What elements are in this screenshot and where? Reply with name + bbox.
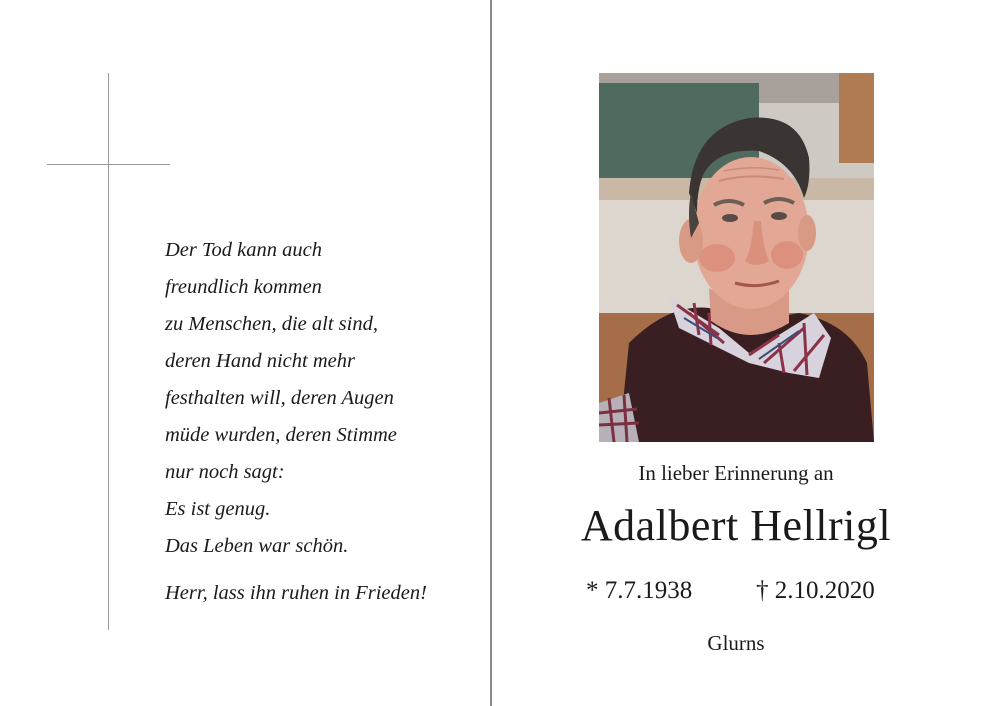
poem-line: nur noch sagt: xyxy=(165,461,285,483)
prayer-text: Herr, lass ihn ruhen in Frieden! xyxy=(165,582,427,604)
poem-line: Das Leben war schön. xyxy=(165,535,349,557)
poem-line: deren Hand nicht mehr xyxy=(165,350,355,372)
poem-line: freundlich kommen xyxy=(165,276,322,298)
cross-horizontal-beam xyxy=(47,164,170,165)
death-date: † 2.10.2020 xyxy=(756,577,875,604)
poem-line: festhalten will, deren Augen xyxy=(165,387,394,409)
place-name: Glurns xyxy=(707,631,765,655)
poem-line: zu Menschen, die alt sind, xyxy=(165,313,378,335)
cross-vertical-beam xyxy=(108,73,109,630)
birth-date: * 7.7.1938 xyxy=(586,577,693,604)
portrait-photo xyxy=(599,73,874,442)
poem xyxy=(165,232,475,565)
life-dates xyxy=(560,574,912,608)
card-fold-line xyxy=(490,0,492,706)
deceased-name: Adalbert Hellrigl xyxy=(580,501,892,550)
poem-line: Es ist genug. xyxy=(165,498,271,520)
memory-line: In lieber Erinnerung an xyxy=(638,461,834,485)
poem-line: Der Tod kann auch xyxy=(165,239,322,261)
poem-line: müde wurden, deren Stimme xyxy=(165,424,397,446)
